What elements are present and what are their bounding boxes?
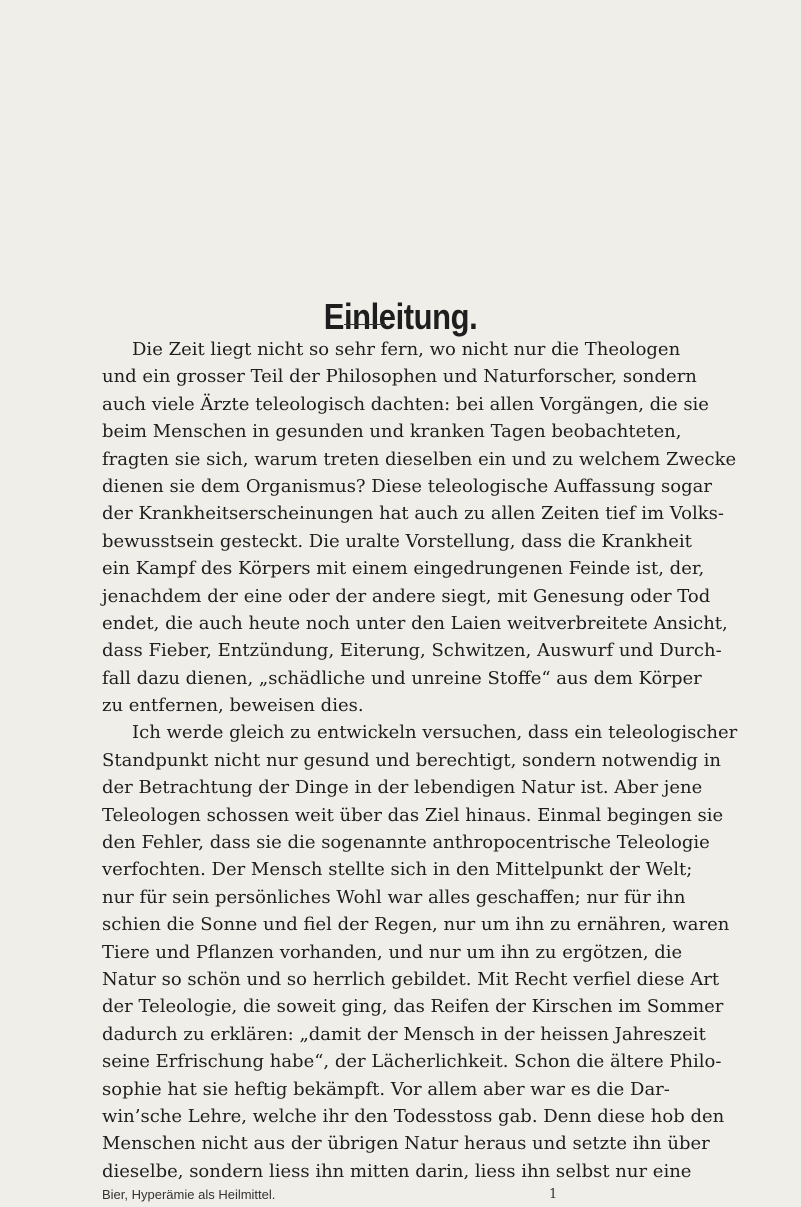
text-line: dass Fieber, Entzündung, Eiterung, Schwitzen, Auswurf und Durch- [102,640,722,662]
text-line: seine Erfrischung habe“, der Lächerlichkeit. Schon die ältere Philo- [102,1051,722,1073]
text-line: schien die Sonne und fiel der Regen, nur um ihn zu ernähren, waren [102,914,730,936]
text-line: fall dazu dienen, „schädliche und unreine Stoffe“ aus dem Körper [102,667,702,689]
text-line: den Fehler, dass sie die sogenannte anthropocentrische Teleologie [102,832,710,854]
page-title: Einleitung. [323,296,478,337]
text-line: dienen sie dem Organismus? Diese teleologische Auffassung sogar [102,475,712,497]
text-line: Tiere und Pflanzen vorhanden, und nur um ihn zu ergötzen, die [102,941,683,963]
text-line: beim Menschen in gesunden und kranken Tagen beobachteten, [102,421,682,443]
text-line: Teleologen schossen weit über das Ziel hinaus. Einmal begingen sie [102,804,724,826]
text-line: Natur so schön und so herrlich gebildet. Mit Recht verfiel diese Art [102,968,720,990]
text-line: dieselbe, sondern liess ihn mitten darin, liess ihn selbst nur eine [102,1160,692,1182]
text-line: verfochten. Der Mensch stellte sich in den Mittelpunkt der Welt; [102,859,693,881]
text-line: fragten sie sich, warum treten dieselben ein und zu welchem Zwecke [102,448,737,470]
text-line: sophie hat sie heftig bekämpft. Vor allem aber war es die Dar- [102,1078,670,1100]
body-text [102,336,738,1185]
text-line: bewusstsein gesteckt. Die uralte Vorstellung, dass die Krankheit [102,530,692,552]
text-line: zu entfernen, beweisen dies. [102,695,364,717]
text-line: der Teleologie, die soweit ging, das Reifen der Kirschen im Sommer [102,996,724,1018]
text-line: Standpunkt nicht nur gesund und berechtigt, sondern notwendig in [102,749,721,771]
text-line: win’sche Lehre, welche ihr den Todesstoss gab. Denn diese hob den [102,1105,725,1127]
text-line: Menschen nicht aus der übrigen Natur heraus und setzte ihn über [102,1133,710,1155]
text-line: jenachdem der eine oder der andere siegt, mit Genesung oder Tod [102,585,711,607]
text-line: nur für sein persönliches Wohl war alles geschaffen; nur für ihn [102,886,686,908]
text-line: und ein grosser Teil der Philosophen und Naturforscher, sondern [102,366,697,388]
text-line: Die Zeit liegt nicht so sehr fern, wo nicht nur die Theologen [132,339,681,360]
page-number: 1 [549,1187,558,1202]
text-line: der Betrachtung der Dinge in der lebendigen Natur ist. Aber jene [102,777,703,799]
title-divider [344,324,386,325]
text-line: ein Kampf des Körpers mit einem eingedrungenen Feinde ist, der, [102,558,705,580]
text-line: Ich werde gleich zu entwickeln versuchen, dass ein teleologischer [132,722,738,744]
text-line: auch viele Ärzte teleologisch dachten: bei allen Vorgängen, die sie [102,393,709,415]
running-title: Bier, Hyperämie als Heilmittel. [102,1187,276,1202]
text-line: der Krankheitserscheinungen hat auch zu allen Zeiten tief im Volks- [102,503,724,525]
text-line: endet, die auch heute noch unter den Laien weitverbreitete Ansicht, [102,612,728,634]
page-footer [102,1187,662,1202]
text-line: dadurch zu erklären: „damit der Mensch in der heissen Jahreszeit [102,1023,706,1045]
